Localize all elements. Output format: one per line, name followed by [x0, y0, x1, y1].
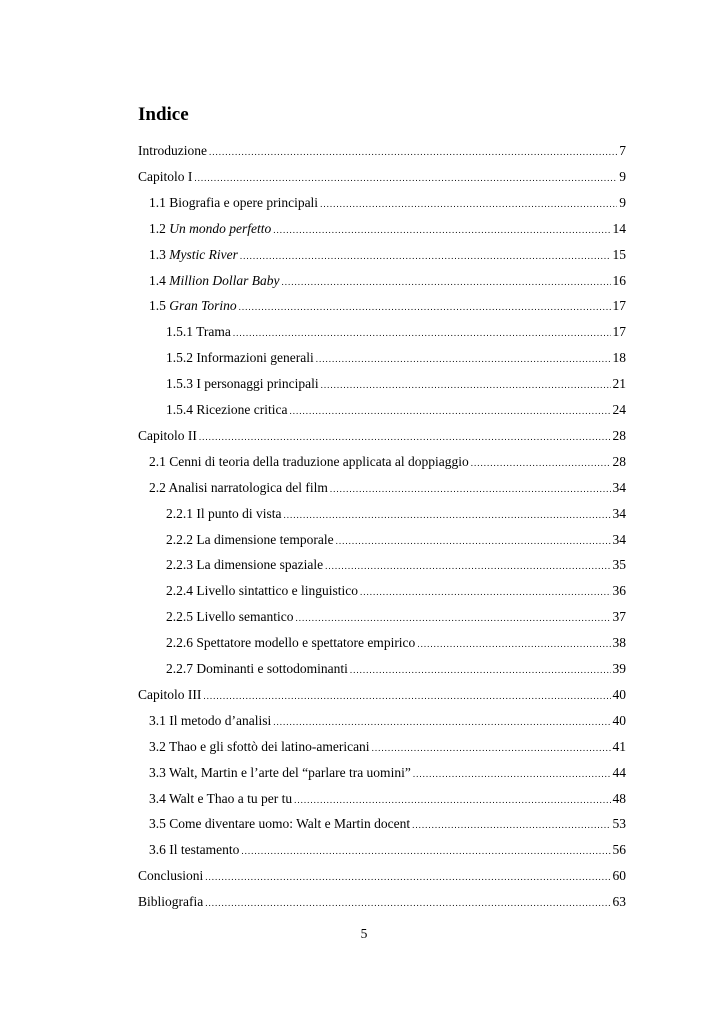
toc-entry[interactable]	[166, 609, 626, 629]
toc-entry[interactable]	[149, 791, 626, 811]
dot-leader	[295, 613, 610, 623]
toc-entry-label: Capitolo II	[138, 428, 197, 443]
toc-entry-label: 2.2.5 Livello semantico	[166, 609, 294, 624]
toc-entry[interactable]	[149, 221, 626, 241]
toc-entry-label: 2.2.7 Dominanti e sottodominanti	[166, 661, 348, 676]
toc-entry-label: 1.5.4 Ricezione critica	[166, 402, 288, 417]
toc-entry-label: 3.2 Thao e gli sfottò dei latino-americani	[149, 739, 370, 754]
toc-entry-number: 1.5	[149, 298, 170, 313]
toc-entry-label: 2.2 Analisi narratologica del film	[149, 480, 328, 495]
toc-entry-label: 1.5.3 I personaggi principali	[166, 376, 319, 391]
toc-entry-label: 2.2.6 Spettatore modello e spettatore empirico	[166, 635, 416, 650]
dot-leader	[316, 354, 611, 364]
toc-entry-title: Million Dollar Baby	[169, 273, 280, 288]
toc-entry-page: 40	[612, 713, 626, 728]
toc-entry[interactable]	[149, 713, 626, 733]
toc-entry-page: 9	[619, 169, 626, 184]
dot-leader	[205, 872, 610, 882]
toc-entry-label	[149, 221, 271, 237]
toc-entry-number: 1.3	[149, 247, 170, 262]
dot-leader	[321, 380, 611, 390]
toc-entry-page: 7	[619, 143, 626, 158]
toc-entry-page: 14	[612, 221, 626, 236]
toc-entry-page: 36	[612, 583, 626, 598]
toc-entry-page: 17	[612, 298, 626, 313]
toc-entry-label: 2.2.4 Livello sintattico e linguistico	[166, 583, 358, 598]
toc-entry[interactable]	[138, 868, 626, 888]
toc-entry[interactable]	[166, 350, 626, 370]
toc-entry[interactable]	[138, 143, 626, 163]
toc-entry[interactable]	[149, 739, 626, 759]
toc-entry-number: 1.4	[149, 273, 170, 288]
toc-entry[interactable]	[166, 376, 626, 396]
dot-leader	[273, 717, 610, 727]
dot-leader	[203, 691, 610, 701]
toc-entry-title: Mystic River	[169, 247, 238, 262]
toc-entry-label: 2.2.1 Il punto di vista	[166, 506, 282, 521]
page-number: 5	[360, 926, 368, 941]
toc-entry-label	[149, 247, 238, 263]
toc-entry[interactable]	[138, 169, 626, 189]
toc-entry-label: 1.1 Biografia e opere principali	[149, 195, 319, 210]
toc-entry-page: 16	[612, 273, 626, 288]
toc-entry-page: 17	[612, 324, 626, 339]
toc-entry-label: 2.1 Cenni di teoria della traduzione applicata al doppiaggio	[149, 454, 469, 469]
toc-entry-page: 41	[612, 739, 626, 754]
dot-leader	[372, 743, 611, 753]
toc-entry-page: 34	[612, 480, 626, 495]
toc-entry-page: 63	[612, 894, 626, 909]
toc-entry-page: 21	[612, 376, 626, 391]
toc-entry-label: 2.2.3 La dimensione spaziale	[166, 557, 324, 572]
dot-leader	[194, 173, 617, 183]
dot-leader	[199, 432, 611, 442]
toc-entry-page: 15	[612, 247, 626, 262]
toc-entry[interactable]	[166, 402, 626, 422]
toc-entry[interactable]	[149, 298, 626, 318]
toc-entry[interactable]	[166, 557, 626, 577]
toc-entry-page: 39	[612, 661, 626, 676]
toc-entry-label: 2.2.2 La dimensione temporale	[166, 532, 334, 547]
toc-entry[interactable]	[166, 324, 626, 344]
toc-entry-label: Bibliografia	[138, 894, 204, 909]
toc-entry-page: 24	[612, 402, 626, 417]
toc-entry-page: 34	[612, 506, 626, 521]
toc-entry[interactable]	[138, 894, 626, 914]
toc-entry-page: 53	[612, 816, 626, 831]
toc-entry[interactable]	[149, 454, 626, 474]
dot-leader	[350, 665, 611, 675]
dot-leader	[273, 225, 610, 235]
toc-entry-label: 3.5 Come diventare uomo: Walt e Martin docent	[149, 816, 411, 831]
toc-entry[interactable]	[149, 480, 626, 500]
toc-entry[interactable]	[149, 247, 626, 267]
dot-leader	[282, 277, 611, 287]
toc-entry-page: 48	[612, 791, 626, 806]
dot-leader	[209, 147, 617, 157]
toc-entry-page: 18	[612, 350, 626, 365]
toc-entry[interactable]	[149, 816, 626, 836]
dot-leader	[360, 587, 611, 597]
dot-leader	[325, 561, 610, 571]
toc-entry-page: 34	[612, 532, 626, 547]
toc-entry-label: 3.4 Walt e Thao a tu per tu	[149, 791, 293, 806]
toc-entry-label: Capitolo III	[138, 687, 202, 702]
dot-leader	[205, 898, 610, 908]
toc-entry[interactable]	[166, 635, 626, 655]
toc-title: Indice	[138, 104, 189, 125]
toc-entry-number: 1.2	[149, 221, 170, 236]
dot-leader	[412, 820, 610, 830]
toc-entry-label	[149, 298, 237, 314]
toc-entry[interactable]	[166, 661, 626, 681]
toc-entry-label: Introduzione	[138, 143, 207, 158]
dot-leader	[240, 251, 611, 261]
toc-entry[interactable]	[166, 506, 626, 526]
toc-entry[interactable]	[149, 195, 626, 215]
toc-entry-title: Un mondo perfetto	[169, 221, 272, 236]
toc-entry-page: 35	[612, 557, 626, 572]
dot-leader	[289, 406, 610, 416]
dot-leader	[336, 536, 611, 546]
toc-entry-page: 28	[612, 454, 626, 469]
toc-entry[interactable]	[149, 765, 626, 785]
toc-entry-page: 38	[612, 635, 626, 650]
toc-entry-label: 1.5.1 Trama	[166, 324, 231, 339]
toc-entry-page: 40	[612, 687, 626, 702]
dot-leader	[320, 199, 617, 209]
toc-entry[interactable]	[149, 273, 626, 293]
toc-entry[interactable]	[149, 842, 626, 862]
toc-entry[interactable]	[138, 687, 626, 707]
toc-entry-page: 28	[612, 428, 626, 443]
toc-entry-label: Capitolo I	[138, 169, 193, 184]
toc-entry-page: 60	[612, 868, 626, 883]
toc-entry-label	[149, 273, 280, 289]
dot-leader	[294, 795, 610, 805]
toc-entry-page: 9	[619, 195, 626, 210]
toc-entry-label: 3.1 Il metodo d’analisi	[149, 713, 272, 728]
toc-entry[interactable]	[166, 583, 626, 603]
toc-entry-label: 3.6 Il testamento	[149, 842, 240, 857]
toc-entry-label: 3.3 Walt, Martin e l’arte del “parlare tra uomini”	[149, 765, 411, 780]
toc-entry-label: 1.5.2 Informazioni generali	[166, 350, 314, 365]
toc-entry-page: 37	[612, 609, 626, 624]
dot-leader	[330, 484, 611, 494]
toc-entry[interactable]	[138, 428, 626, 448]
dot-leader	[284, 510, 611, 520]
toc-entry-page: 56	[612, 842, 626, 857]
toc-entry[interactable]	[166, 532, 626, 552]
dot-leader	[417, 639, 610, 649]
toc-entry-title: Gran Torino	[169, 298, 237, 313]
toc-entry-page: 44	[612, 765, 626, 780]
toc-entry-label: Conclusioni	[138, 868, 204, 883]
dot-leader	[239, 302, 611, 312]
dot-leader	[413, 769, 611, 779]
dot-leader	[241, 846, 610, 856]
dot-leader	[471, 458, 611, 468]
dot-leader	[233, 328, 611, 338]
